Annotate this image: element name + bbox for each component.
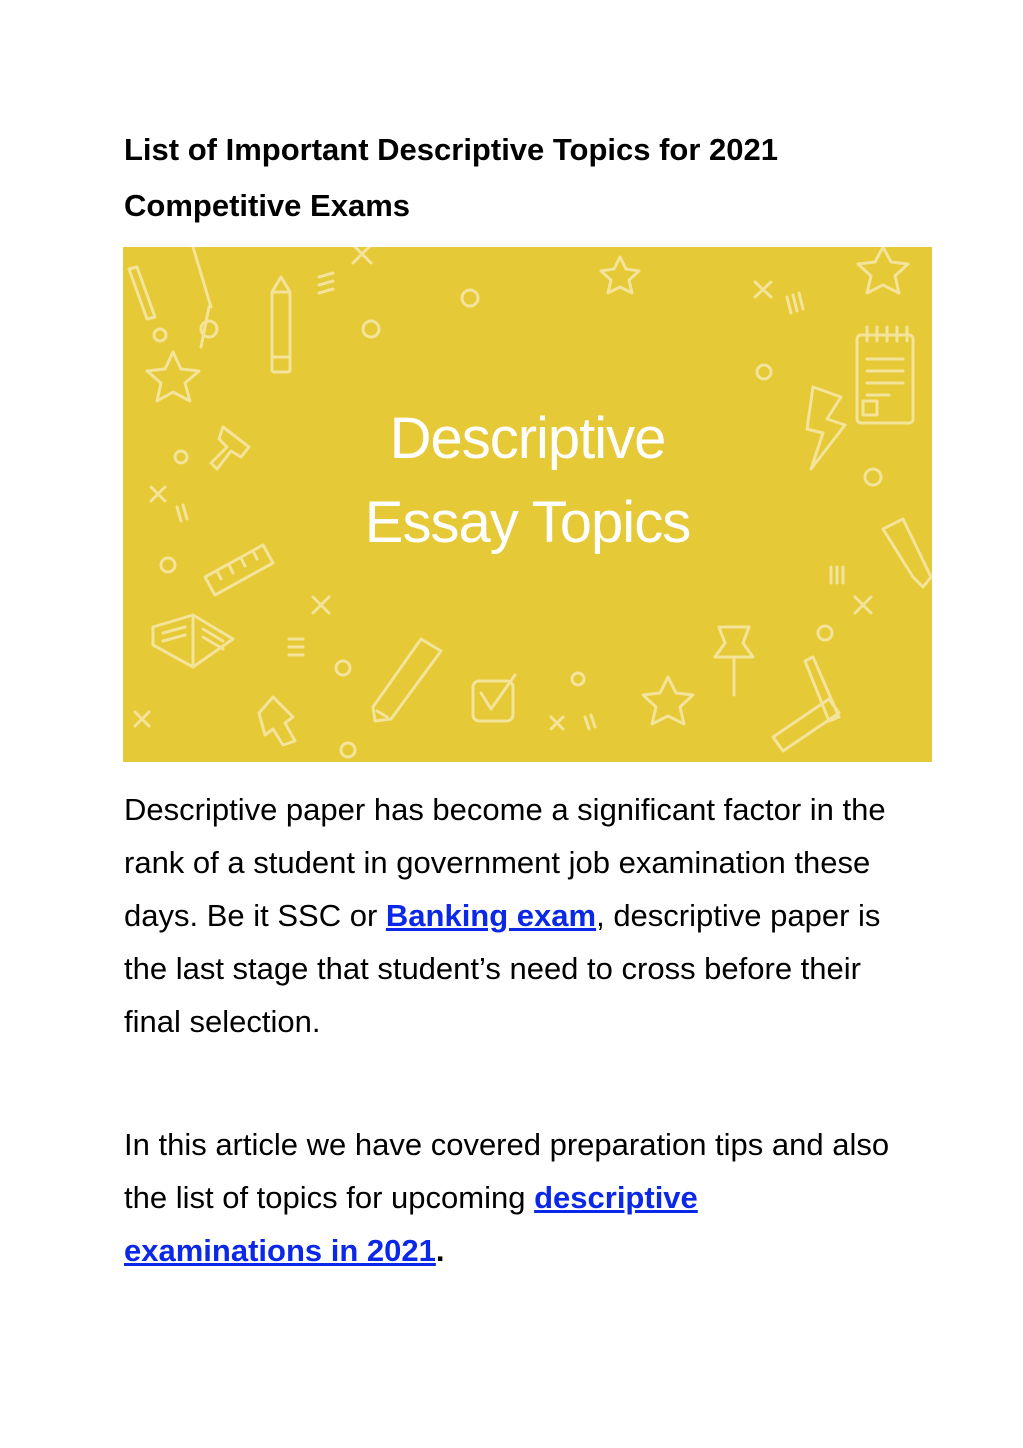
ruler-icon (773, 699, 839, 751)
paragraph-text: , descriptive paper is the last stage that student’s need to cross before their final selection. (124, 898, 881, 1039)
circle-icon (341, 743, 355, 757)
tally-icon (831, 567, 843, 583)
banking-exam-link[interactable]: Banking exam (385, 898, 597, 933)
banner-line-1: Descriptive (389, 406, 666, 471)
banner-line-2: Essay Topics (364, 490, 691, 555)
star-icon (147, 352, 199, 401)
cross-icon (855, 597, 871, 613)
paragraph-text: Descriptive paper has become a significant factor in the rank of a student in government job examination these days. Be it SSC or (124, 792, 886, 933)
page-title (124, 122, 904, 234)
banner-heading (123, 397, 932, 565)
cross-icon (353, 247, 371, 263)
exclamation-icon (129, 267, 166, 341)
circle-icon (336, 661, 350, 675)
star-icon (601, 257, 639, 293)
cross-icon (313, 597, 329, 613)
book-icon (153, 615, 233, 667)
tally-icon (787, 293, 803, 313)
paragraph-text: In this article we have covered preparation tips and also the list of topics for upcoming (124, 1127, 890, 1215)
star-icon (643, 677, 693, 724)
star-icon (858, 247, 908, 293)
descriptive-examinations-link[interactable]: descriptive examinations in 2021 (124, 1180, 698, 1268)
title-line-1: List of Important Descriptive Topics for 2021 (124, 132, 779, 167)
pencil-icon (272, 277, 290, 372)
tally-icon (585, 715, 595, 729)
cross-icon (551, 717, 563, 729)
circle-icon (363, 321, 379, 337)
checkbox-icon (473, 675, 515, 721)
cross-icon (135, 712, 149, 726)
title-line-2: Competitive Exams (124, 188, 410, 223)
pushpin-icon (259, 697, 295, 745)
paragraph-end-punctuation: . (435, 1233, 445, 1268)
circle-icon (757, 365, 771, 379)
article-scope-paragraph (124, 1118, 904, 1277)
pencil-icon (373, 639, 441, 721)
circle-icon (462, 290, 478, 306)
circle-icon (572, 673, 584, 685)
banner-image (123, 247, 932, 762)
menu-lines-icon (289, 639, 303, 655)
circle-icon (818, 626, 832, 640)
pushpin-icon (715, 627, 753, 695)
cross-icon (755, 282, 771, 297)
menu-lines-icon (319, 273, 333, 293)
intro-paragraph (124, 783, 904, 1048)
